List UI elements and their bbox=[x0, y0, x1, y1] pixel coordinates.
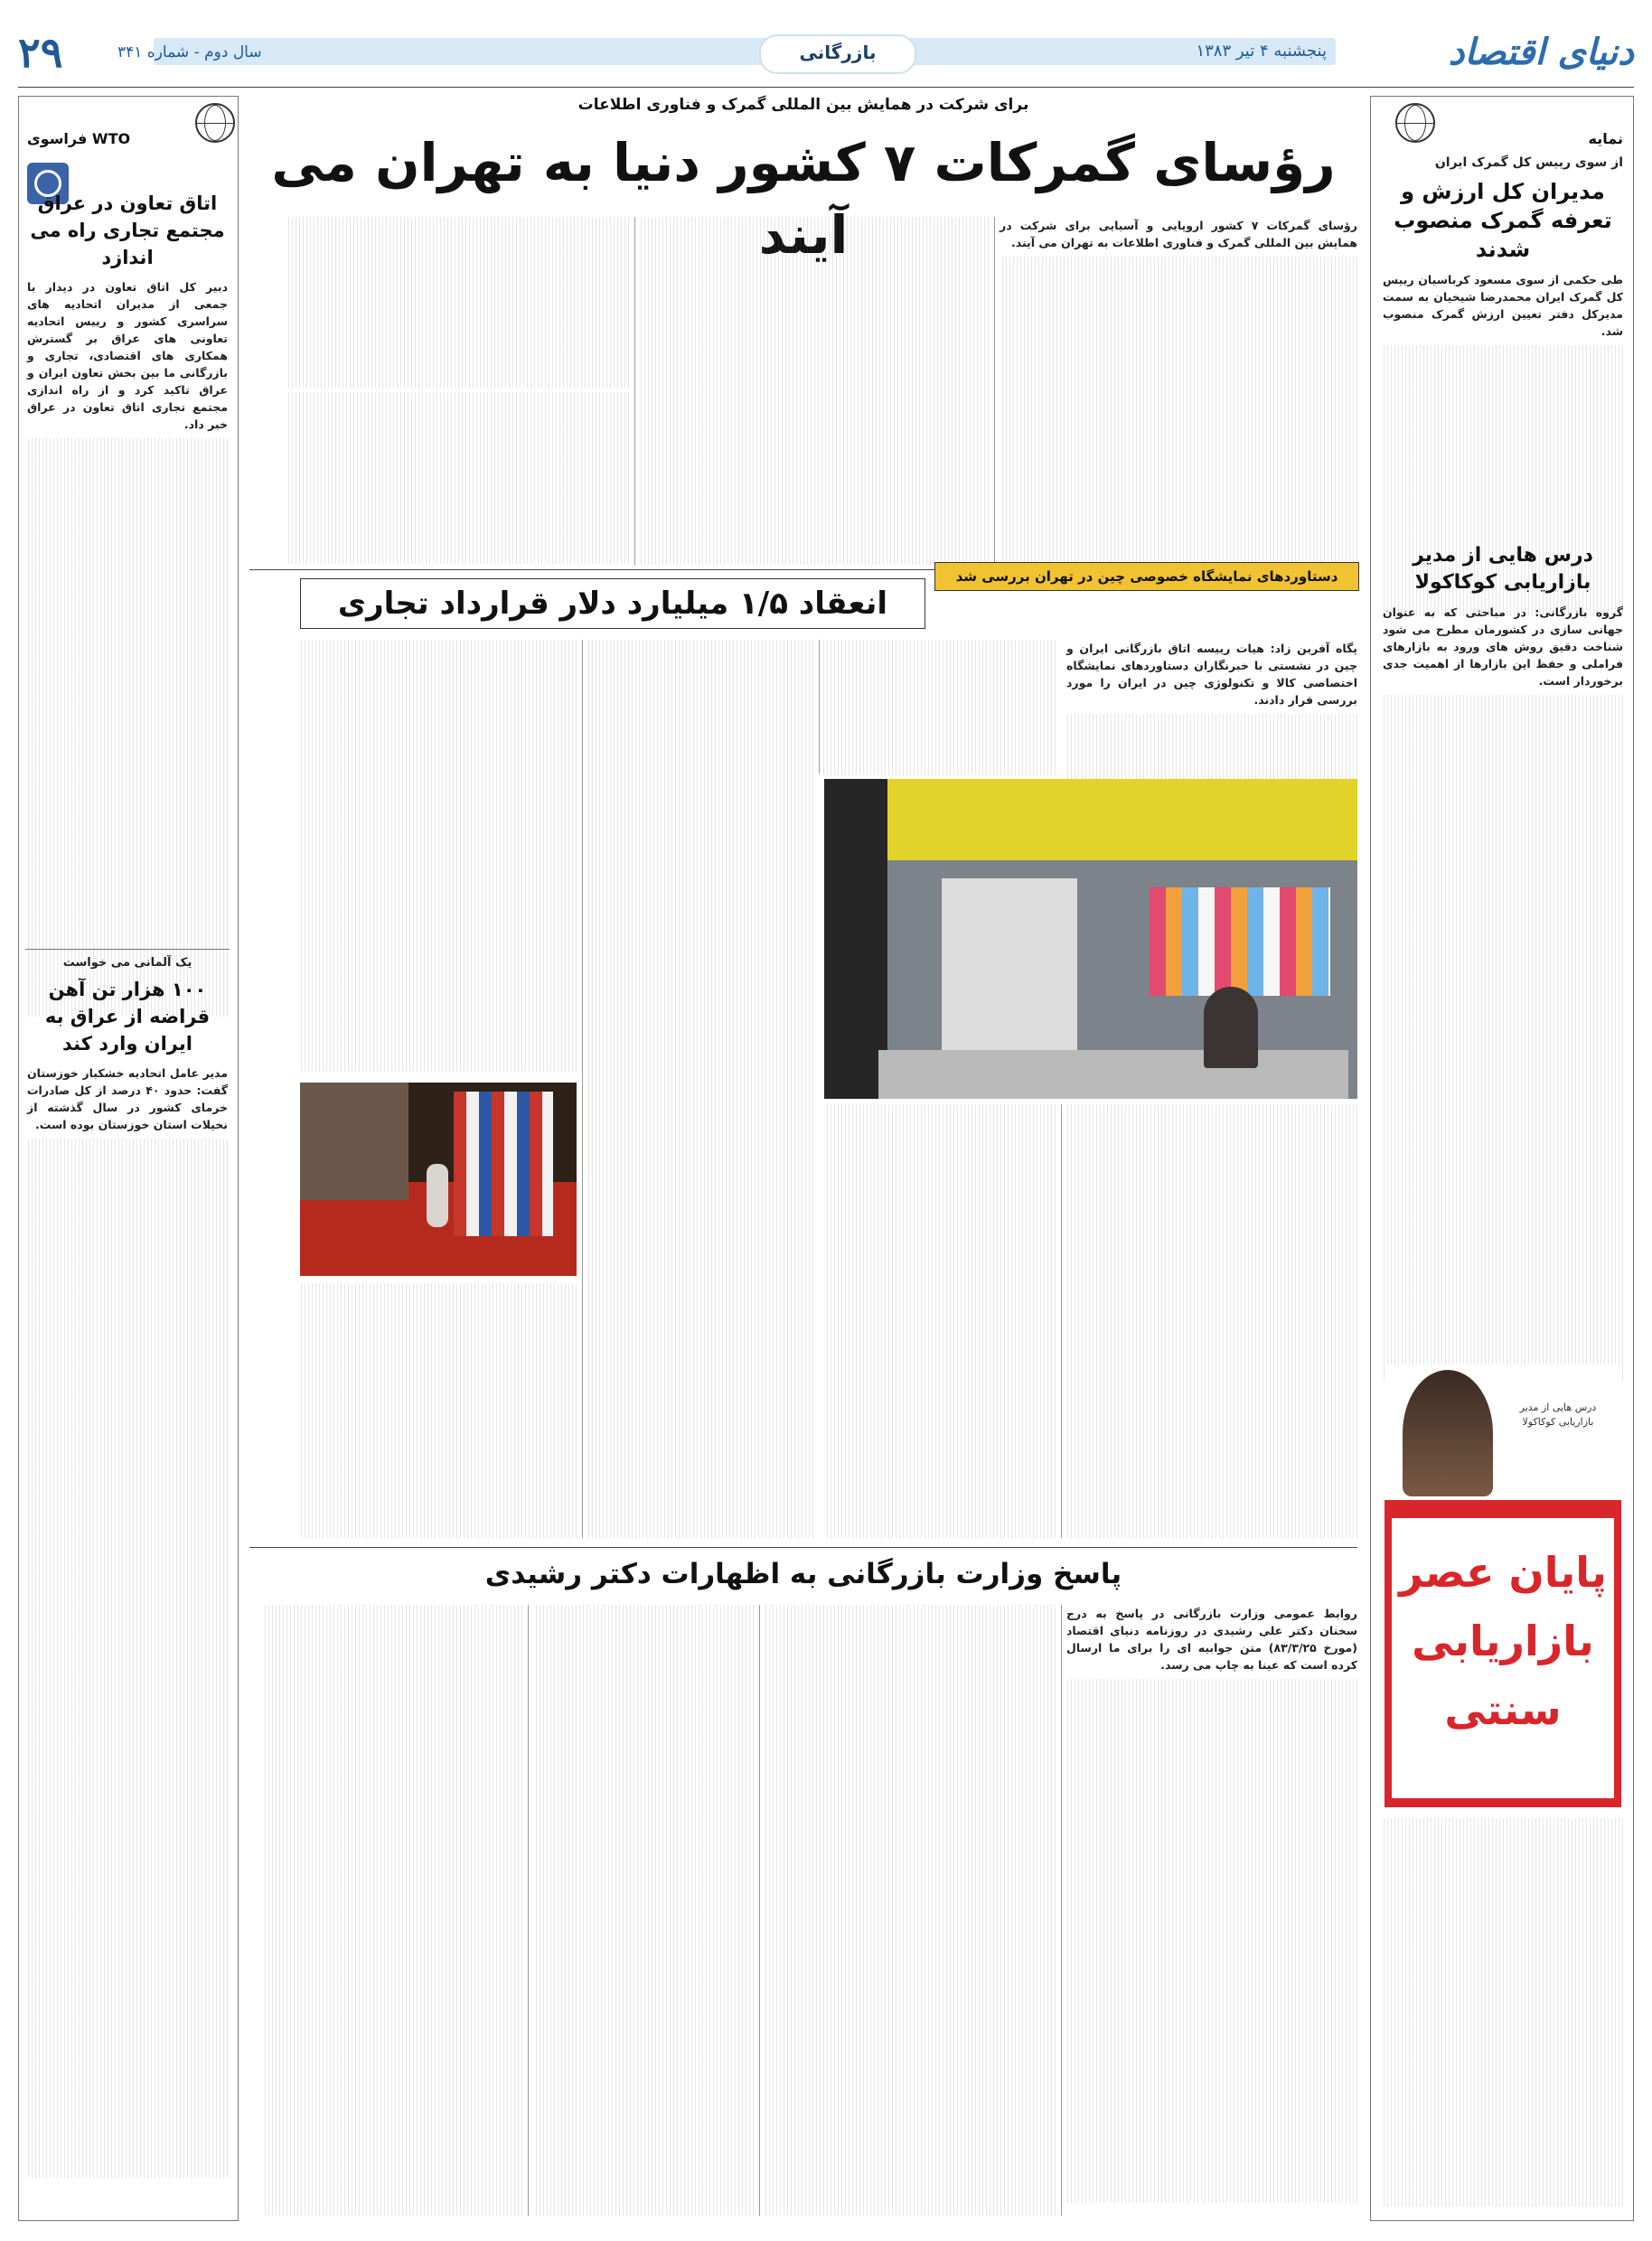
third-story-headline: پاسخ وزارت بازرگانی به اظهارات دکتر رشیدی bbox=[484, 1558, 1122, 1590]
second-story-column-4-cont bbox=[300, 1283, 577, 1538]
fabric-samples bbox=[1150, 887, 1330, 996]
story-lead: گروه بازرگانی: در مباحثی که به عنوان جهانی سازی در کشورمان مطرح می شود شناخت دقیق روش های ورود به بازارهای فراملی و حفظ این بازارها از اهمیت جدی برخوردار است. bbox=[1383, 605, 1623, 688]
second-story-column-2-cont bbox=[824, 1104, 1056, 1538]
third-story-column-3 bbox=[533, 1605, 754, 2216]
main-story-column-3 bbox=[286, 217, 629, 564]
column-rule bbox=[528, 1605, 529, 2216]
story-divider bbox=[249, 1547, 1357, 1548]
column-rule bbox=[759, 1605, 760, 2216]
exhibition-hall-photo bbox=[300, 1083, 577, 1276]
body-text bbox=[286, 217, 629, 389]
masthead-logo: دنیای اقتصاد bbox=[1448, 31, 1634, 73]
story-headline: درس هایی از مدیر بازاریابی کوکاکولا bbox=[1413, 544, 1593, 594]
main-story-column-2 bbox=[640, 217, 989, 565]
second-story-column-1-cont bbox=[1066, 1104, 1357, 1538]
issue-date: پنجشنبه ۴ تیر ۱۳۸۳ bbox=[1196, 42, 1327, 61]
story-lead: روابط عمومی وزارت بازرگانی در پاسخ به درج سخنان دکتر علی رشیدی در روزنامه دنیای اقتصاد (مورخ ۸۳/۳/۲۵) متن جوابیه ای را برای ما ارسال کرده است که عینا به چاپ می رسد. bbox=[1066, 1607, 1357, 1672]
body-text bbox=[300, 1283, 577, 1538]
left-column-story-1 bbox=[27, 190, 228, 1017]
story-lead: مدیر عامل اتحادیه خشکبار خوزستان گفت: حدود ۴۰ درصد از کل صادرات خرمای کشور در سال گذشته از نخیلات استان خوزستان بوده است. bbox=[27, 1066, 228, 1131]
right-column-story-2 bbox=[1383, 542, 1623, 1382]
left-column-label: فراسوی WTO bbox=[27, 130, 131, 147]
body-text bbox=[262, 1605, 522, 2216]
column-rule bbox=[994, 217, 995, 565]
body-text bbox=[765, 1605, 1056, 2216]
globe-icon bbox=[1395, 103, 1435, 143]
section-title: بازرگانی bbox=[759, 34, 916, 74]
book-title-panel bbox=[1392, 1518, 1614, 1798]
column-rule bbox=[582, 640, 583, 1538]
third-story-column-1 bbox=[1066, 1605, 1357, 2203]
column-rule bbox=[1061, 1605, 1062, 2216]
story-headline: مدیران کل ارزش و تعرفه گمرک منصوب شدند bbox=[1394, 179, 1612, 262]
right-column-label: نمایه bbox=[1588, 130, 1623, 147]
column-rule bbox=[1061, 1104, 1062, 1538]
body-text bbox=[300, 640, 577, 1072]
story-headline: اتاق تعاون در عراق مجتمع تجاری راه می اندازد bbox=[30, 192, 225, 268]
visitor-figure bbox=[1204, 987, 1258, 1068]
story-lead: پگاه آفرین زاد: هیات رییسه اتاق بازرگانی ایران و چین در نشستی با خبرنگاران دستاوردهای نمایشگاه اختصاصی کالا و تکنولوژی چین در ایران را مورد بررسی قرار دادند. bbox=[1066, 642, 1357, 707]
book-title: پایان عصر بازاریابی سنتی bbox=[1399, 1548, 1607, 1734]
main-story-column-1 bbox=[1000, 217, 1357, 564]
column-rule bbox=[634, 217, 635, 565]
second-story-headline: انعقاد ۱/۵ میلیارد دلار قرارداد تجاری bbox=[337, 586, 888, 622]
third-story-column-4 bbox=[262, 1605, 522, 2216]
story-lead: رؤسای گمرکات ۷ کشور اروپایی و آسیایی برای شرکت در همایش بین المللی گمرک و فناوری اطلاعات به تهران می آیند. bbox=[1000, 219, 1357, 249]
page-number: ۲۹ bbox=[18, 28, 63, 77]
book-cover bbox=[1384, 1364, 1621, 1807]
hall-wall bbox=[300, 1083, 408, 1200]
right-column-story-2-cont bbox=[1383, 1818, 1623, 2207]
story-headline: ۱۰۰ هزار تن آهن قراضه از عراق به ایران وارد کند bbox=[44, 979, 211, 1055]
body-text bbox=[27, 438, 228, 1017]
globe-icon bbox=[195, 103, 235, 143]
exhibition-booth-photo bbox=[824, 779, 1357, 1099]
body-text bbox=[1066, 1679, 1357, 2203]
body-text bbox=[822, 640, 1056, 775]
main-story-kicker: برای شرکت در همایش بین المللی گمرک و فناوری اطلاعات bbox=[577, 96, 1029, 114]
body-text bbox=[1066, 1104, 1357, 1538]
booth-floor bbox=[878, 1050, 1348, 1099]
booth-banner bbox=[887, 779, 1357, 860]
fabric-display bbox=[454, 1092, 553, 1236]
header-rule bbox=[18, 87, 1634, 88]
left-story-divider bbox=[25, 949, 230, 950]
author-portrait bbox=[1403, 1370, 1493, 1496]
body-text bbox=[1383, 1818, 1623, 2207]
issue-number: سال دوم - شماره ۳۴۱ bbox=[117, 43, 262, 61]
story-lead: دبیر کل اتاق تعاون در دیدار با جمعی از مدیران اتحادیه های سراسری کشور و رییس اتحادیه تعاونی های عراق بر گسترش همکاری های اقتصادی، تجاری و بازرگانی ما بین بخش تعاون ایران و عراق تاکید کرد و از راه اندازی مجتمع تجاری اتاق تعاون در عراق خبر داد. bbox=[27, 280, 228, 431]
page-header bbox=[18, 25, 1634, 80]
story-kicker: از سوی رییس کل گمرک ایران bbox=[1434, 155, 1623, 170]
left-column-story-2 bbox=[27, 954, 228, 2178]
body-text bbox=[640, 217, 989, 565]
story-lead: طی حکمی از سوی مسعود کرباسیان رییس کل گمرک ایران محمدرضا شیخیان به سمت مدیرکل دفتر تعیین ارزش گمرک منصوب شد. bbox=[1383, 273, 1623, 338]
second-story-column-2 bbox=[822, 640, 1056, 775]
second-story-headline-box bbox=[300, 578, 925, 629]
column-rule bbox=[819, 640, 820, 774]
body-text bbox=[1383, 695, 1623, 1382]
body-text bbox=[1000, 257, 1357, 564]
booth-panel bbox=[942, 878, 1077, 1059]
body-text bbox=[533, 1605, 754, 2216]
book-cover-subtitle: درس هایی از مدیر بازاریابی کوکاکولا bbox=[1519, 1402, 1597, 1428]
body-text bbox=[587, 640, 813, 1538]
second-story-column-3 bbox=[587, 640, 813, 1538]
second-story-column-4 bbox=[300, 640, 577, 1072]
body-text bbox=[286, 392, 629, 564]
third-story-column-2 bbox=[765, 1605, 1056, 2216]
story-tag: دستاوردهای نمایشگاه خصوصی چین در تهران بررسی شد bbox=[934, 562, 1359, 591]
body-text bbox=[27, 1139, 228, 2178]
visitor-figure bbox=[427, 1164, 448, 1227]
story-kicker: یک آلمانی می خواست bbox=[62, 956, 192, 970]
body-text bbox=[824, 1104, 1056, 1538]
main-story-headline: رؤسای گمرکات ۷ کشور دنیا به تهران می آیند bbox=[271, 132, 1336, 266]
header-band bbox=[154, 38, 1336, 65]
